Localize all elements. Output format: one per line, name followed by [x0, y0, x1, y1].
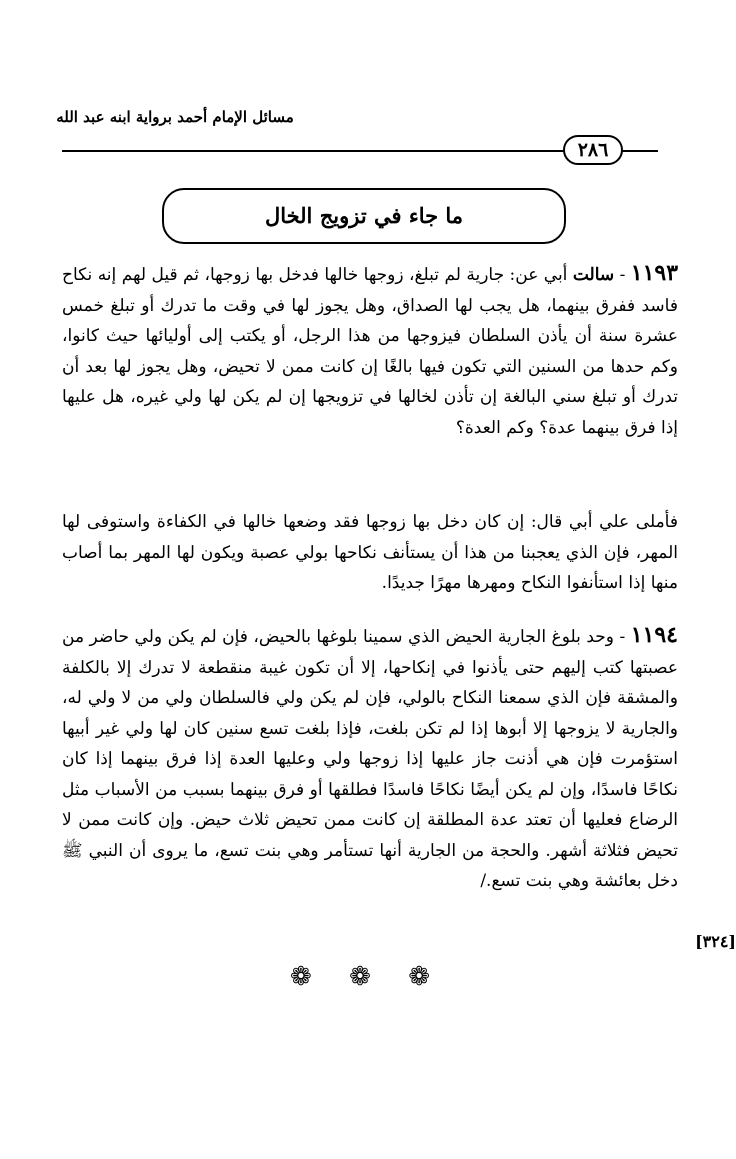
entry-dash: -	[614, 265, 626, 285]
header-rule-right	[620, 150, 658, 152]
entry-number: ١١٩٤	[630, 622, 678, 648]
entry-1193-answer: فأملى علي أبي قال: إن كان دخل بها زوجها فقد وضعها خالها في الكفاءة واستوفى لها المهر، فإن الذي يعجبنا من هذا أن يستأنف نكاحها بولي عصبة ويكون لها المهر بما أصاب منها إذا استأنفوا النكاح ومهرها مهرًا جديدًا.	[62, 512, 678, 593]
flower-ornament-icon: ❁	[290, 962, 312, 992]
header-rule	[62, 150, 566, 152]
section-ornaments	[290, 962, 430, 992]
entry-1194	[62, 620, 678, 897]
entry-dash: -	[613, 627, 626, 647]
flower-ornament-icon: ❁	[408, 962, 430, 992]
question-prefix: سالت	[572, 265, 615, 285]
entry-number: ١١٩٣	[630, 260, 679, 286]
chapter-title: ما جاء في تزويج الخال	[162, 188, 566, 244]
margin-reference: [٣٢٤]	[695, 932, 736, 951]
page-number: ٢٨٦	[563, 135, 623, 165]
entry-text: وحد بلوغ الجارية الحيض الذي سمينا بلوغها بالحيض، فإن لم يكن ولي حاضر من عصبتها كتب إليهم حتى يأذنوا في إنكاحها، إلا أن تكون غيبة منقطعة لا تدرك إلا بالكلفة والمشقة فإن الذي سمعنا النكاح بالولي، فإن لم يكن ولي فالسلطان ولي من لا ولي له، والجارية لا يزوجها إلا أبوها إذا لم تكن بلغت، فإذا بلغت تسع سنين كان لها ولي غير أبيها استؤمرت فإن هي أذنت جاز عليها إذا زوجها ولي وعليها العدة إذا فرق بينهما إذا كان نكاحًا فاسدًا، وإن لم يكن أيضًا نكاحًا فاسدًا فطلقها أو فرق بينهما بسبب من الأسباب مثل الرضاع فعليها أن تعتد عدة المطلقة إن كانت ممن تحيض ثلاث حيض. وإن كانت ممن لا تحيض فثلاثة أشهر. والحجة من الجارية أنها تستأمر وهي بنت تسع، ما يروى أن النبي ﷺ دخل بعائشة وهي بنت تسع./	[62, 627, 678, 891]
question-text: أبي عن: جارية لم تبلغ، زوجها خالها فدخل بها زوجها، ثم قيل لهم إنه نكاح فاسد ففرق بينهما، هل يجب لها الصداق، وهل يجوز لها في وقت ما تدرك أو تبلغ خمس عشرة سنة أن يأذن السلطان فيزوجها من هذا الرجل، أو يكتب إلى أوليائها حيث كانوا، وكم حدها من السنين التي تكون فيها بالغًا إن كانت ممن لا تحيض، وهل يجوز لها بعد أن تدرك أو تبلغ سني البالغة إن تأذن لخالها في تزويجها إن لم يكن لها ولي غيره، هل عليها إذا فرق بينهما عدة؟ وكم العدة؟	[62, 265, 678, 438]
running-title: مسائل الإمام أحمد برواية ابنه عبد الله	[56, 108, 294, 126]
flower-ornament-icon: ❁	[349, 962, 371, 992]
entry-1193-question	[62, 258, 678, 443]
